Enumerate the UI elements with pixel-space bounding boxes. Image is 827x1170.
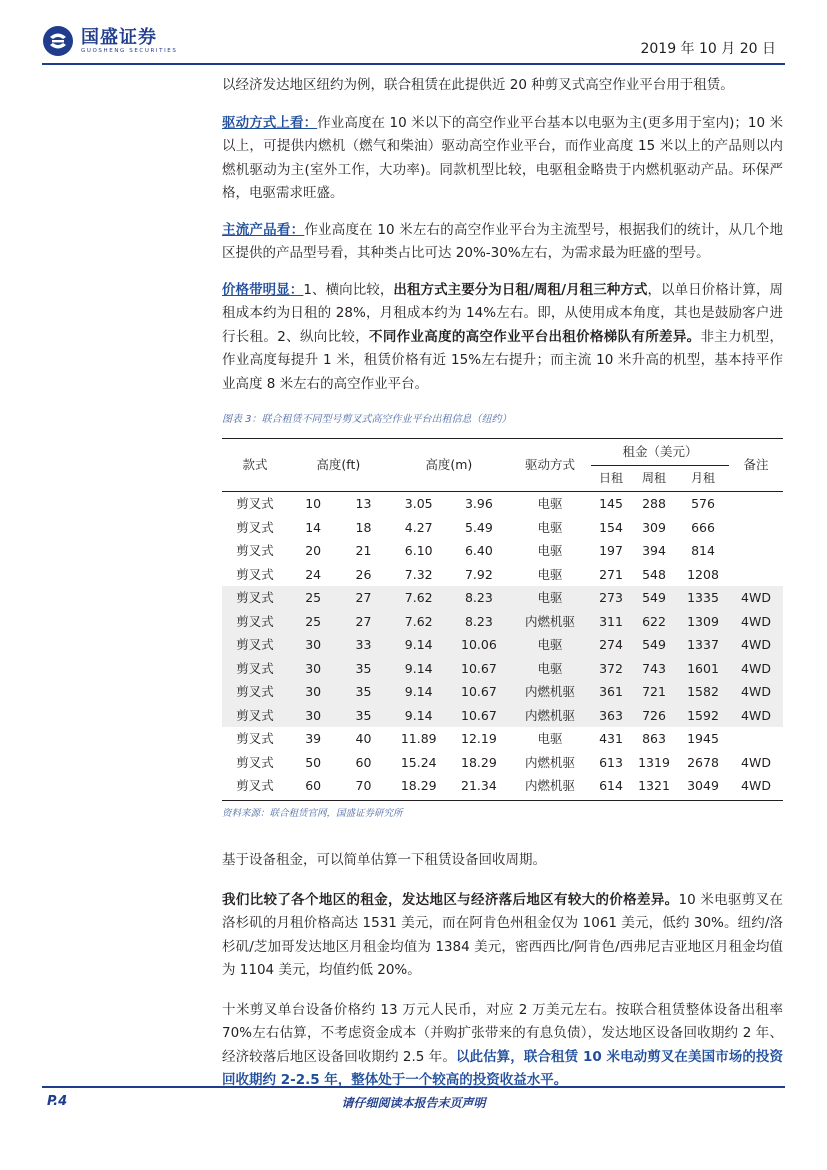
cell-note: 4WD <box>729 633 783 657</box>
cell-day: 273 <box>591 586 631 610</box>
cell-model: 剪叉式 <box>222 657 288 681</box>
region-text: 10 米电驱剪叉在洛杉矶的月租价格高达 1531 美元，而在阿肯色州租金仅为 1061 美元，低约 30%。纽约/洛杉矶/芝加哥发达地区月租金均值为 1384 美元，密西西比/阿肯色/西弗尼吉亚地区月租金均值为 1104 美元，均值约低 20%。 <box>222 891 783 978</box>
cell-day: 154 <box>599 519 623 535</box>
cell-ft2: 35 <box>338 704 388 728</box>
price-text-1: 1、横向比较， <box>303 281 394 298</box>
company-logo <box>42 24 177 58</box>
table-row <box>222 657 783 681</box>
company-name-cn: 国盛证券 <box>81 26 157 48</box>
cell-m2: 8.23 <box>449 586 509 610</box>
cell-month: 1337 <box>677 633 729 657</box>
rental-table <box>222 438 783 798</box>
table-row <box>222 680 783 704</box>
cell-note <box>729 727 783 751</box>
cell-drive: 电驱 <box>537 496 563 511</box>
cell-m2: 21.34 <box>461 778 497 793</box>
mainstream-paragraph <box>222 219 783 266</box>
cell-month: 814 <box>691 543 715 558</box>
cell-ft2: 40 <box>355 731 372 746</box>
cell-note: 4WD <box>729 680 783 704</box>
cell-week: 309 <box>642 519 666 535</box>
cell-week: 1319 <box>638 754 670 770</box>
cell-m2: 8.23 <box>449 610 509 634</box>
cell-m1: 15.24 <box>400 754 437 770</box>
cell-drive: 电驱 <box>537 543 563 558</box>
cell-drive: 电驱 <box>509 633 591 657</box>
table-row <box>222 492 783 516</box>
cell-note: 4WD <box>741 778 771 793</box>
cell-model: 剪叉式 <box>236 496 274 511</box>
cell-day: 613 <box>599 754 623 770</box>
cell-ft2: 60 <box>355 754 372 770</box>
cell-m1: 9.14 <box>389 657 449 681</box>
cell-ft1: 50 <box>305 754 322 770</box>
cell-note <box>729 516 783 540</box>
cell-month: 1335 <box>677 586 729 610</box>
cell-m2: 12.19 <box>461 731 497 746</box>
cell-ft1: 30 <box>288 704 338 728</box>
cell-day: 274 <box>591 633 631 657</box>
header-note: 备注 <box>743 457 769 472</box>
cell-model: 剪叉式 <box>236 731 274 746</box>
cell-ft2: 33 <box>338 633 388 657</box>
cell-week: 622 <box>631 610 677 634</box>
cell-m2: 3.96 <box>464 496 493 511</box>
cell-week: 549 <box>631 633 677 657</box>
cell-day: 271 <box>599 566 623 582</box>
cell-month: 1945 <box>687 731 719 746</box>
table-row <box>222 563 783 587</box>
header-day: 日租 <box>598 470 623 485</box>
cell-m1: 9.14 <box>389 680 449 704</box>
report-date: 2019 年 10 月 20 日 <box>640 41 776 57</box>
header-divider <box>42 63 785 65</box>
cell-note: 4WD <box>729 586 783 610</box>
cell-m1: 4.27 <box>404 519 433 535</box>
table-source: 资料来源：联合租赁官网，国盛证券研究所 <box>222 800 783 826</box>
cell-week: 1321 <box>638 778 670 793</box>
cell-note <box>729 539 783 563</box>
cell-m2: 5.49 <box>464 519 493 535</box>
cell-ft1: 60 <box>305 778 322 793</box>
price-paragraph <box>222 279 783 397</box>
cell-ft2: 18 <box>355 519 372 535</box>
cell-note: 4WD <box>741 754 771 770</box>
rental-table-body <box>222 492 783 798</box>
cell-ft1: 39 <box>305 731 322 746</box>
cell-ft1: 10 <box>305 496 322 511</box>
cell-note: 4WD <box>729 657 783 681</box>
header-rent: 租金（美元） <box>591 438 729 465</box>
cell-ft2: 35 <box>338 657 388 681</box>
cell-m1: 3.05 <box>404 496 433 511</box>
cell-week: 548 <box>642 566 666 582</box>
cell-month: 1601 <box>677 657 729 681</box>
price-label: 价格带明显： <box>222 281 304 298</box>
cell-month: 576 <box>691 496 715 511</box>
cell-day: 431 <box>599 731 623 746</box>
table-row <box>222 586 783 610</box>
cell-week: 721 <box>631 680 677 704</box>
cell-m1: 9.14 <box>389 704 449 728</box>
cell-drive: 内燃机驱 <box>524 754 575 770</box>
price-bold-2: 不同作业高度的高空作业平台出租价格梯队有所差异。 <box>369 328 701 345</box>
header-drive: 驱动方式 <box>524 457 575 472</box>
cell-model: 剪叉式 <box>236 754 274 770</box>
drive-text: 作业高度在 10 米以下的高空作业平台基本以电驱为主(更多用于室内)；10 米以上，可提供内燃机（燃气和柴油）驱动高空作业平台，而作业高度 15 米以上的产品则以内燃机驱动为主(室外工作，大功率)。同款机型比较，电驱租金略贵于内燃机驱动产品。环保严格，电驱需求旺盛。 <box>222 114 783 201</box>
cell-day: 363 <box>591 704 631 728</box>
cell-week: 743 <box>631 657 677 681</box>
cell-model: 剪叉式 <box>222 610 288 634</box>
payback-paragraph <box>222 999 783 1093</box>
cell-model: 剪叉式 <box>222 586 288 610</box>
payback-bold: 以此估算，联合租赁 10 米电动剪叉在美国市场的投资回收期约 2-2.5 年，整体处于一个较高的投资收益水平。 <box>222 1048 783 1088</box>
cell-day: 372 <box>591 657 631 681</box>
cell-m2: 10.67 <box>449 657 509 681</box>
report-body <box>222 70 783 1093</box>
company-name-en: GUOSHENG SECURITIES <box>81 47 178 54</box>
cell-ft1: 25 <box>288 610 338 634</box>
cell-drive: 电驱 <box>537 566 563 582</box>
cell-ft2: 27 <box>338 610 388 634</box>
cell-ft1: 24 <box>305 566 322 582</box>
cell-model: 剪叉式 <box>222 633 288 657</box>
cell-model: 剪叉式 <box>236 778 274 793</box>
price-bold-1: 出租方式主要分为日租/周租/月租三种方式 <box>393 281 648 298</box>
cell-ft1: 30 <box>288 680 338 704</box>
cell-ft2: 70 <box>355 778 372 793</box>
region-bold: 我们比较了各个地区的租金，发达地区与经济落后地区有较大的价格差异。 <box>222 891 679 908</box>
cell-m2: 7.92 <box>464 566 493 582</box>
cell-m1: 7.32 <box>404 566 433 582</box>
cell-m2: 6.40 <box>464 543 493 558</box>
cell-ft2: 26 <box>355 566 372 582</box>
footer-divider <box>42 1086 785 1088</box>
cell-ft2: 35 <box>338 680 388 704</box>
cell-ft1: 25 <box>288 586 338 610</box>
cell-note: 4WD <box>729 704 783 728</box>
cell-week: 288 <box>642 496 666 511</box>
header-week: 周租 <box>641 470 666 485</box>
mainstream-label: 主流产品看： <box>222 221 305 238</box>
cell-model: 剪叉式 <box>222 680 288 704</box>
cell-day: 614 <box>599 778 623 793</box>
cell-drive: 电驱 <box>537 519 563 535</box>
cell-day: 311 <box>591 610 631 634</box>
cell-model: 剪叉式 <box>236 519 274 535</box>
cell-model: 剪叉式 <box>236 543 274 558</box>
cell-drive: 电驱 <box>509 657 591 681</box>
cell-month: 1309 <box>677 610 729 634</box>
cell-m1: 11.89 <box>400 731 437 746</box>
cell-month: 2678 <box>687 754 719 770</box>
cell-ft2: 13 <box>355 496 372 511</box>
cell-m2: 18.29 <box>461 754 497 770</box>
table-row <box>222 610 783 634</box>
cell-ft1: 20 <box>305 543 322 558</box>
mainstream-text: 作业高度在 10 米左右的高空作业平台为主流型号，根据我们的统计，从几个地区提供的产品型号看，其种类占比可达 20%-30%左右，为需求最为旺盛的型号。 <box>222 221 783 261</box>
cell-ft1: 30 <box>288 633 338 657</box>
header-month: 月租 <box>690 470 715 485</box>
table-row <box>222 633 783 657</box>
cell-month: 3049 <box>687 778 719 793</box>
cell-month: 666 <box>691 519 715 535</box>
footer-disclaimer: 请仔细阅读本报告末页声明 <box>341 1096 486 1110</box>
cell-m1: 7.62 <box>389 586 449 610</box>
estimate-paragraph: 基于设备租金，可以简单估算一下租赁设备回收周期。 <box>222 852 546 868</box>
cell-drive: 内燃机驱 <box>509 704 591 728</box>
payback-text: 十米剪叉单台设备价格约 13 万元人民币，对应 2 万美元左右。按联合租赁整体设备出租率 70%左右估算，不考虑资金成本（并购扩张带来的有息负债），发达地区设备回收期约 2 年、经济较落后地区设备回收期约 2.5 年。 <box>222 1001 783 1065</box>
cell-day: 197 <box>599 543 623 558</box>
cell-drive: 内燃机驱 <box>509 680 591 704</box>
cell-month: 1208 <box>687 566 719 582</box>
region-paragraph <box>222 889 783 983</box>
cell-m2: 10.67 <box>449 704 509 728</box>
price-text-2: ，以单日价格计算，周租成本约为日租的 28%，月租成本约为 14%左右。即，从使用成本角度，其也是鼓励客户进行长租。2、纵向比较， <box>222 281 784 345</box>
table-row <box>222 704 783 728</box>
cell-note <box>729 563 783 587</box>
cell-week: 549 <box>631 586 677 610</box>
page-number: P.4 <box>47 1094 68 1109</box>
drive-label: 驱动方式上看： <box>222 114 318 131</box>
price-text-3: 非主力机型，作业高度每提升 1 米，租赁价格有近 15%左右提升；而主流 10 米升高的机型，基本持平作业高度 8 米左右的高空作业平台。 <box>222 328 784 392</box>
cell-model: 剪叉式 <box>236 566 274 582</box>
table-caption: 图表 3：联合租赁不同型号剪叉式高空作业平台出租信息（纽约） <box>222 414 512 425</box>
cell-day: 145 <box>599 496 623 511</box>
table-row <box>222 539 783 563</box>
cell-ft1: 14 <box>305 519 322 535</box>
cell-drive: 电驱 <box>537 731 563 746</box>
table-row <box>222 727 783 751</box>
table-row <box>222 751 783 775</box>
header-model: 款式 <box>242 457 268 472</box>
cell-drive: 内燃机驱 <box>509 610 591 634</box>
cell-model: 剪叉式 <box>222 704 288 728</box>
cell-month: 1582 <box>677 680 729 704</box>
cell-ft1: 30 <box>288 657 338 681</box>
table-row <box>222 516 783 540</box>
intro-paragraph: 以经济发达地区纽约为例，联合租赁在此提供近 20 种剪叉式高空作业平台用于租赁。 <box>222 77 734 93</box>
cell-m1: 9.14 <box>389 633 449 657</box>
cell-week: 863 <box>642 731 666 746</box>
drive-paragraph <box>222 112 783 206</box>
cell-month: 1592 <box>677 704 729 728</box>
cell-ft2: 27 <box>338 586 388 610</box>
cell-m2: 10.67 <box>449 680 509 704</box>
cell-m1: 6.10 <box>404 543 433 558</box>
cell-drive: 电驱 <box>509 586 591 610</box>
cell-drive: 内燃机驱 <box>524 778 575 793</box>
header-height-m: 高度(m) <box>425 457 473 472</box>
header-height-ft: 高度(ft) <box>316 457 361 472</box>
cell-m2: 10.06 <box>449 633 509 657</box>
cell-week: 726 <box>631 704 677 728</box>
cell-week: 394 <box>642 543 666 558</box>
guosheng-logo-icon <box>42 25 74 57</box>
page-header <box>0 0 827 70</box>
cell-day: 361 <box>591 680 631 704</box>
cell-m1: 18.29 <box>400 778 437 793</box>
table-row <box>222 774 783 798</box>
cell-note: 4WD <box>729 610 783 634</box>
cell-m1: 7.62 <box>389 610 449 634</box>
cell-note <box>729 492 783 516</box>
cell-ft2: 21 <box>355 543 372 558</box>
